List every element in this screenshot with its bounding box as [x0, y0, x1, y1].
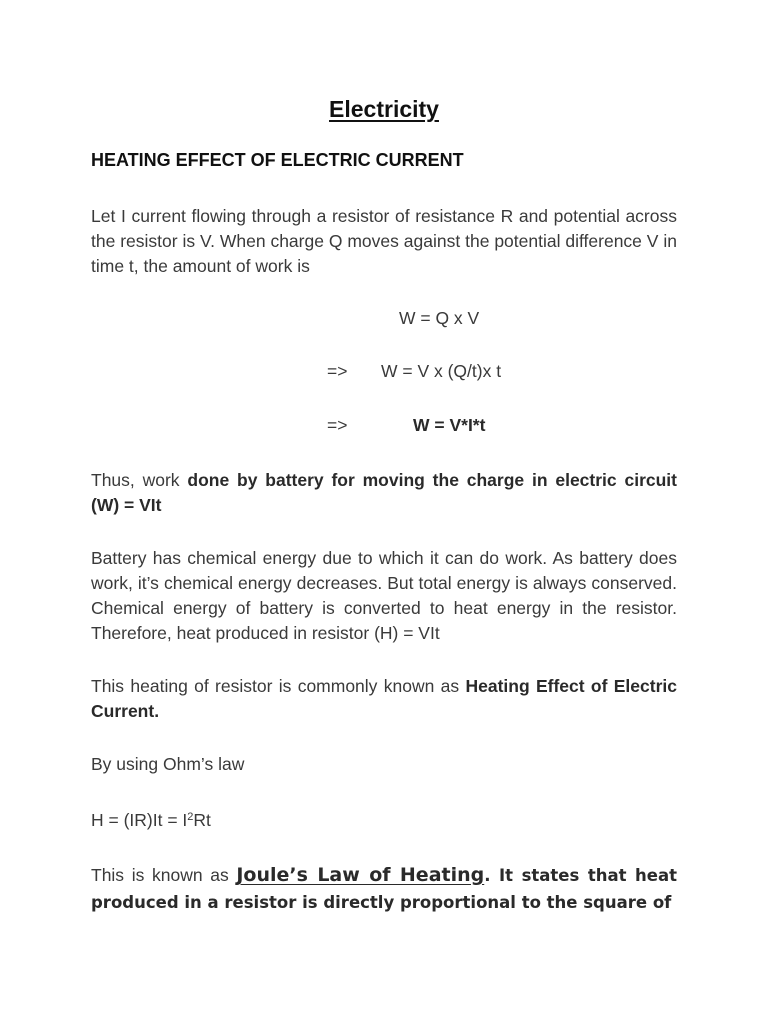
heat-equation-superscript: 2: [187, 811, 194, 823]
implies-arrow-2: =>: [327, 415, 348, 435]
joule-law-statement: . It states that heat produced in a resistor is directly proportional to the square of: [91, 866, 677, 912]
heat-equation-suffix: Rt: [193, 810, 211, 830]
joule-paragraph: [91, 862, 677, 916]
work-bold-text: done by battery for moving the charge in electric circuit (W) = VIt: [91, 470, 677, 515]
battery-paragraph: Battery has chemical energy due to which it can do work. As battery does work, it’s chemical energy decreases. But total energy is always conserved. Chemical energy of battery is converted to heat energy in the resistor. Therefore, heat produced in resistor (H) = VIt: [91, 548, 677, 643]
work-prefix: Thus, work: [91, 470, 188, 490]
heating-paragraph: [91, 674, 677, 724]
equation-work-vit: [413, 415, 485, 436]
work-paragraph: [91, 468, 677, 518]
equation-work-vqt: W = V x (Q/t)x t: [381, 361, 502, 381]
heating-bold-text: Heating Effect of Electric Current.: [91, 676, 677, 721]
equation-work-qv: W = Q x V: [399, 308, 480, 328]
heating-prefix: This heating of resistor is commonly known as: [91, 676, 466, 696]
ohm-paragraph: By using Ohm’s law: [91, 754, 245, 774]
section-heading: HEATING EFFECT OF ELECTRIC CURRENT: [91, 150, 464, 170]
page-title: Electricity: [329, 96, 439, 122]
joule-law-title: Joule’s Law of Heating: [236, 864, 485, 886]
intro-paragraph: Let I current flowing through a resistor of resistance R and potential across the resistor is V. When charge Q moves against the potential difference V in time t, the amount of work is: [91, 206, 677, 276]
heat-equation-prefix: H = (IR)It = I: [91, 810, 188, 830]
joule-prefix: This is known as: [91, 865, 237, 885]
heat-equation: [91, 805, 677, 833]
equation-work-vit-text: W = V*I*t: [413, 415, 486, 435]
implies-arrow-1: =>: [327, 361, 348, 381]
